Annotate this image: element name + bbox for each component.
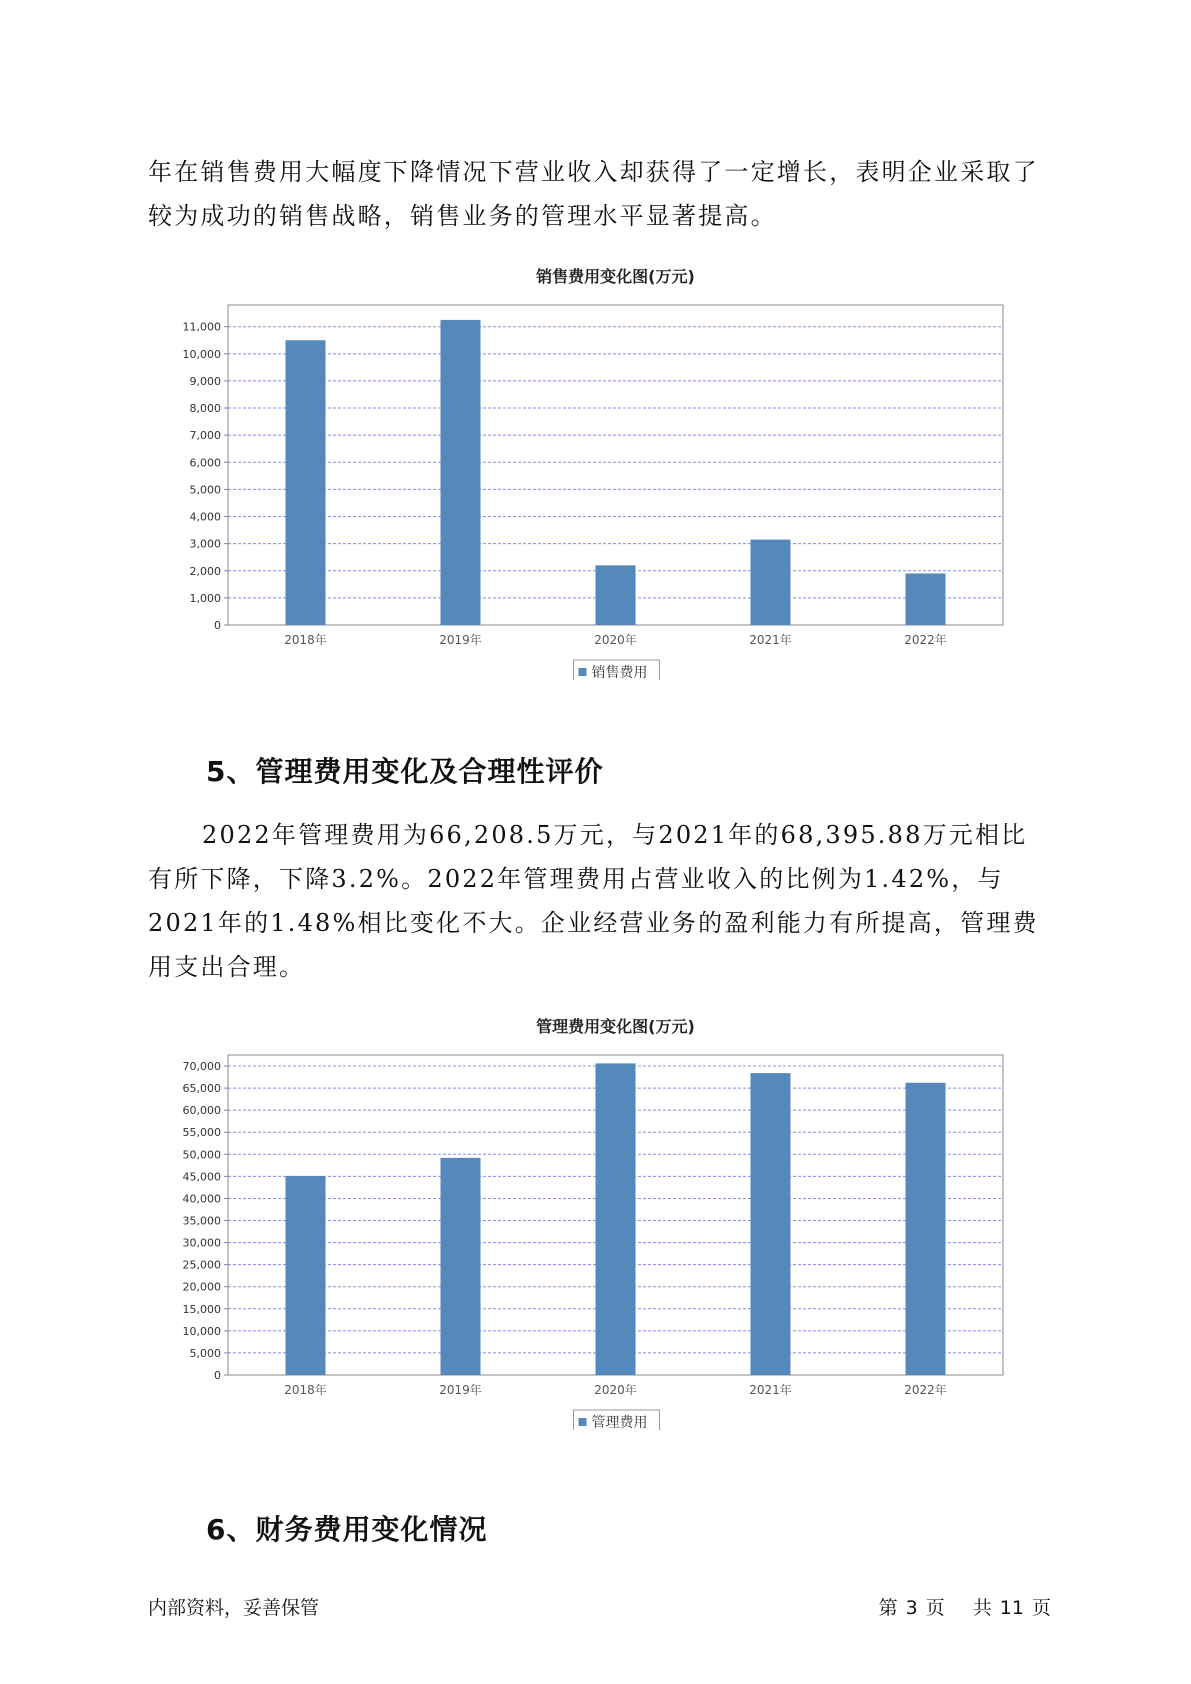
y-tick-label: 35,000 bbox=[182, 1214, 221, 1228]
y-tick-label: 10,000 bbox=[182, 1324, 221, 1338]
section-5-paragraph: 2022年管理费用为66,208.5万元，与2021年的68,395.88万元相比有所下降，下降3.2%。2022年管理费用占营业收入的比例为1.42%，与2021年的1.48%相比变化不大。企业经营业务的盈利能力有所提高，管理费用支出合理。 bbox=[148, 821, 1039, 981]
chart-title: 销售费用变化图(万元) bbox=[536, 267, 695, 286]
legend-label: 销售费用 bbox=[591, 665, 648, 680]
bar-2021年 bbox=[751, 1073, 791, 1375]
legend-swatch bbox=[579, 1418, 587, 1426]
y-tick-label: 50,000 bbox=[182, 1148, 221, 1162]
bar-2020年 bbox=[596, 565, 636, 625]
x-tick-label: 2022年 bbox=[904, 1383, 947, 1397]
y-tick-label: 5,000 bbox=[189, 1346, 221, 1360]
page-current: 3 bbox=[905, 1597, 918, 1619]
y-tick-label: 20,000 bbox=[182, 1280, 221, 1294]
bar-2021年 bbox=[751, 540, 791, 625]
y-tick-label: 9,000 bbox=[189, 374, 221, 388]
page-unit: 页 bbox=[925, 1597, 945, 1619]
bar-2018年 bbox=[286, 1176, 326, 1375]
y-tick-label: 11,000 bbox=[182, 320, 221, 334]
section-5-heading: 5、管理费用变化及合理性评价 bbox=[206, 755, 604, 788]
admin-expense-chart bbox=[148, 1010, 1028, 1430]
x-tick-label: 2019年 bbox=[439, 633, 482, 647]
bar-2020年 bbox=[596, 1063, 636, 1375]
x-tick-label: 2021年 bbox=[749, 1383, 792, 1397]
y-tick-label: 1,000 bbox=[189, 591, 221, 605]
total-unit: 页 bbox=[1031, 1597, 1051, 1619]
section-6-heading: 6、财务费用变化情况 bbox=[206, 1513, 488, 1546]
y-tick-label: 2,000 bbox=[189, 564, 221, 578]
y-tick-label: 7,000 bbox=[189, 429, 221, 443]
bar-2019年 bbox=[441, 320, 481, 625]
page-prefix: 第 bbox=[878, 1597, 898, 1619]
y-tick-label: 3,000 bbox=[189, 537, 221, 551]
y-tick-label: 55,000 bbox=[182, 1126, 221, 1140]
x-tick-label: 2020年 bbox=[594, 1383, 637, 1397]
y-tick-label: 15,000 bbox=[182, 1302, 221, 1316]
y-tick-label: 40,000 bbox=[182, 1192, 221, 1206]
y-tick-label: 8,000 bbox=[189, 402, 221, 416]
y-tick-label: 5,000 bbox=[189, 483, 221, 497]
x-tick-label: 2020年 bbox=[594, 633, 637, 647]
footer-confidential-note: 内部资料，妥善保管 bbox=[148, 1597, 320, 1619]
x-tick-label: 2022年 bbox=[904, 633, 947, 647]
chart-title: 管理费用变化图(万元) bbox=[536, 1017, 695, 1036]
sales-expense-chart-svg bbox=[148, 260, 1028, 680]
y-tick-label: 10,000 bbox=[182, 347, 221, 361]
y-tick-label: 4,000 bbox=[189, 510, 221, 524]
intro-paragraph: 年在销售费用大幅度下降情况下营业收入却获得了一定增长，表明企业采取了较为成功的销售战略，销售业务的管理水平显著提高。 bbox=[148, 158, 1039, 230]
y-tick-label: 70,000 bbox=[182, 1060, 221, 1074]
y-tick-label: 30,000 bbox=[182, 1236, 221, 1250]
x-tick-label: 2018年 bbox=[284, 1383, 327, 1397]
x-tick-label: 2021年 bbox=[749, 633, 792, 647]
bar-2019年 bbox=[441, 1158, 481, 1375]
y-tick-label: 0 bbox=[214, 1369, 221, 1382]
y-tick-label: 45,000 bbox=[182, 1170, 221, 1184]
y-tick-label: 6,000 bbox=[189, 456, 221, 470]
y-tick-label: 0 bbox=[214, 619, 221, 632]
total-prefix: 共 bbox=[972, 1597, 992, 1619]
sales-expense-chart bbox=[148, 260, 1028, 680]
bar-2022年 bbox=[906, 573, 946, 625]
x-tick-label: 2018年 bbox=[284, 633, 327, 647]
legend-swatch bbox=[579, 668, 587, 676]
y-tick-label: 65,000 bbox=[182, 1082, 221, 1096]
y-tick-label: 60,000 bbox=[182, 1104, 221, 1118]
legend-label: 管理费用 bbox=[591, 1415, 648, 1430]
footer-page-number bbox=[871, 1593, 1051, 1620]
bar-2022年 bbox=[906, 1083, 946, 1375]
page-total: 11 bbox=[999, 1597, 1024, 1619]
y-tick-label: 25,000 bbox=[182, 1258, 221, 1272]
x-tick-label: 2019年 bbox=[439, 1383, 482, 1397]
bar-2018年 bbox=[286, 340, 326, 625]
admin-expense-chart-svg bbox=[148, 1010, 1028, 1430]
